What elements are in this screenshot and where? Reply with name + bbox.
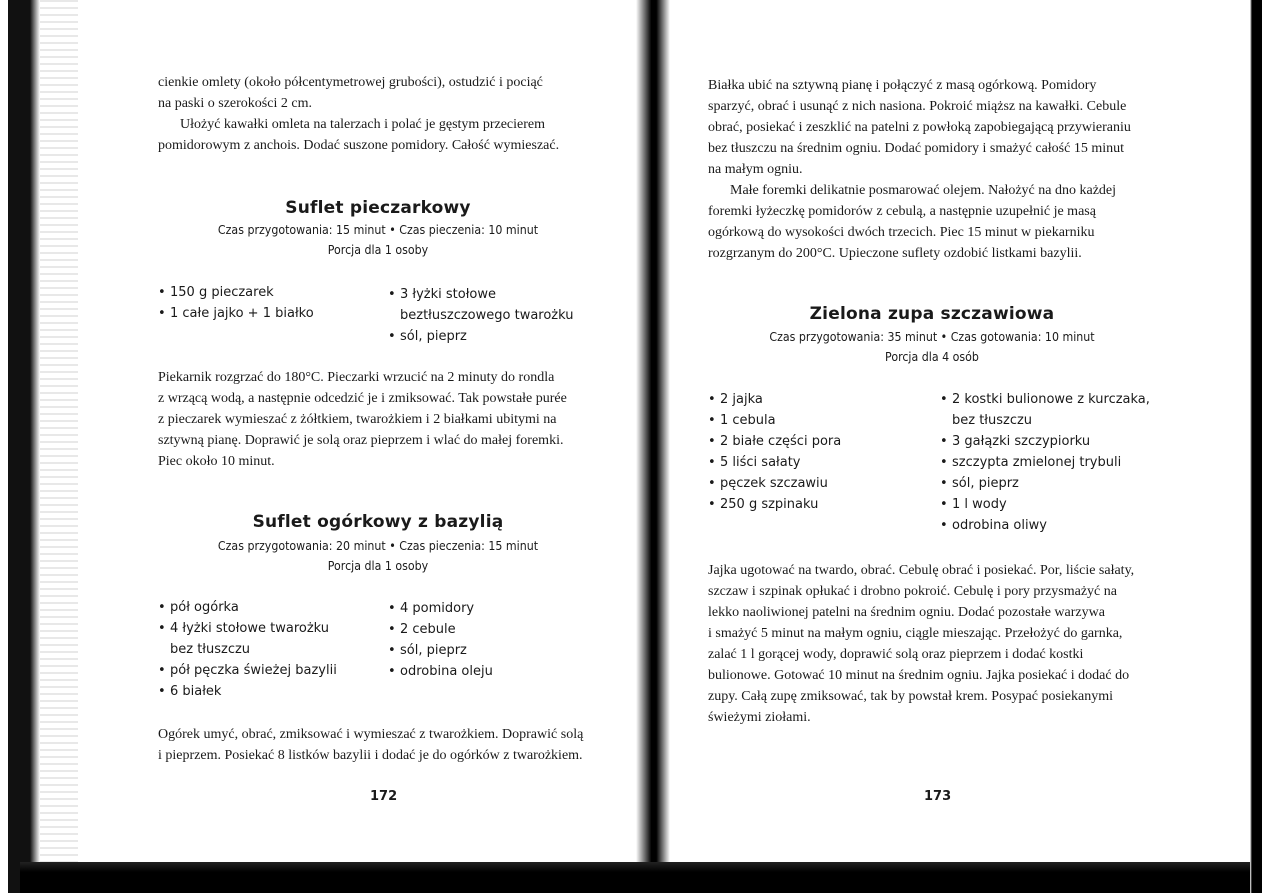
scan-edge-left — [0, 0, 40, 893]
recipe-meta-servings: Porcja dla 4 osób — [885, 350, 979, 364]
ingredients-list — [388, 598, 493, 682]
ingredient-item: • szczypta zmielonej trybuli — [940, 455, 1122, 470]
ingredient-item: • 6 białek — [158, 684, 222, 699]
ingredient-item: • 150 g pieczarek — [158, 285, 274, 300]
ingredients-list — [388, 284, 574, 347]
text-line: sztywną pianę. Doprawić je solą oraz pieprzem i wlać do małej foremki. — [158, 433, 564, 448]
recipe-method — [708, 560, 1156, 728]
ingredient-item: beztłuszczowego twarożku — [400, 308, 574, 323]
ingredient-item: • 2 jajka — [708, 392, 763, 407]
ingredient-item: • 4 łyżki stołowe twarożku — [158, 621, 330, 636]
ingredient-item: • sól, pieprz — [388, 643, 467, 658]
page-number: 173 — [924, 789, 952, 804]
recipe-method — [158, 724, 598, 766]
text-line: rozgrzanym do 200°C. Upieczone suflety ozdobić listkami bazylii. — [708, 246, 1082, 261]
ingredient-item: bez tłuszczu — [170, 642, 251, 657]
ingredient-item: • pół pęczka świeżej bazylii — [158, 663, 337, 678]
text-line: świeżymi ziołami. — [708, 710, 811, 725]
text-line: bulionowe. Gotować 10 minut na średnim ogniu. Jajka posiekać i dodać do — [708, 668, 1130, 683]
ingredients-list — [940, 389, 1150, 536]
ingredient-item: • 1 całe jajko + 1 białko — [158, 306, 314, 321]
ingredient-item: • sól, pieprz — [388, 329, 467, 344]
ingredients-list — [158, 282, 314, 324]
ingredient-item: • 250 g szpinaku — [708, 497, 819, 512]
scan-edge-bottom — [20, 862, 1250, 893]
scan-edge-right — [1246, 0, 1262, 893]
recipe-meta-time: Czas przygotowania: 15 minut • Czas pieczenia: 10 minut — [217, 223, 539, 237]
ingredient-item: • pęczek szczawiu — [708, 476, 828, 491]
text-line: Ogórek umyć, obrać, zmiksować i wymieszać z twarożkiem. Doprawić solą — [158, 727, 584, 742]
ingredient-item: • 2 białe części pora — [708, 434, 842, 449]
text-line: na paski o szerokości 2 cm. — [158, 96, 312, 111]
ingredient-item: • 5 liści sałaty — [708, 455, 801, 470]
recipe-meta-time: Czas przygotowania: 20 minut • Czas pieczenia: 15 minut — [217, 539, 539, 553]
ingredients-list — [708, 389, 841, 515]
text-line: pomidorowym z anchois. Dodać suszone pomidory. Całość wymieszać. — [158, 138, 560, 153]
recipe-method — [158, 367, 598, 472]
ingredient-item: • pół ogórka — [158, 600, 239, 615]
text-line: obrać, posiekać i zeszklić na patelni z powłoką zapobiegającą przywieraniu — [708, 120, 1131, 135]
text-line: Piekarnik rozgrzać do 180°C. Pieczarki wrzucić na 2 minuty do rondla — [158, 370, 555, 385]
text-line: i smażyć 5 minut na małym ogniu, ciągle mieszając. Przełożyć do garnka, — [708, 626, 1123, 641]
intro-text — [158, 72, 598, 156]
text-line: Jajka ugotować na twardo, obrać. Cebulę obrać i posiekać. Por, liście sałaty, — [708, 563, 1135, 578]
text-line: Ułożyć kawałki omleta na talerzach i polać je gęstym przecierem — [180, 117, 545, 132]
recipe-title: Zielona zupa szczawiowa — [809, 304, 1055, 324]
text-line: Małe foremki delikatnie posmarować olejem. Nałożyć na dno każdej — [730, 183, 1117, 198]
scan-edge-texture — [40, 0, 78, 893]
recipe-meta-servings: Porcja dla 1 osoby — [327, 559, 429, 573]
text-line: lekko naoliwionej patelni na średnim ogniu. Dodać pozostałe warzywa — [708, 605, 1105, 620]
ingredient-item: • 1 cebula — [708, 413, 776, 428]
ingredient-item: • 2 cebule — [388, 622, 456, 637]
ingredient-item: • 3 gałązki szczypiorku — [940, 434, 1091, 449]
text-line: zalać 1 l gorącej wody, doprawić solą oraz pieprzem i dodać kostki — [708, 647, 1084, 662]
ingredients-list — [158, 597, 337, 702]
text-line: Piec około 10 minut. — [158, 454, 275, 469]
page-number: 172 — [370, 789, 398, 804]
ingredient-item: • 1 l wody — [940, 497, 1007, 512]
ingredient-item: • odrobina oleju — [388, 664, 493, 679]
text-line: bez tłuszczu na średnim ogniu. Dodać pomidory i smażyć całość 15 minut — [708, 141, 1125, 156]
ingredient-item: • 3 łyżki stołowe — [388, 287, 496, 302]
recipe-title: Suflet pieczarkowy — [285, 198, 471, 218]
recipe-meta-servings: Porcja dla 1 osoby — [327, 243, 429, 257]
text-line: z pieczarek wymieszać z żółtkiem, twarożkiem i 2 białkami ubitymi na — [158, 412, 557, 427]
ingredient-item: • 4 pomidory — [388, 601, 475, 616]
text-line: Białka ubić na sztywną pianę i połączyć z masą ogórkową. Pomidory — [708, 78, 1097, 93]
ingredient-item: • odrobina oliwy — [940, 518, 1047, 533]
text-line: z wrzącą wodą, a następnie odcedzić je i zmiksować. Tak powstałe purée — [158, 391, 567, 406]
recipe-meta-time: Czas przygotowania: 35 minut • Czas gotowania: 10 minut — [769, 330, 1095, 344]
text-line: sparzyć, obrać i usunąć z nich nasiona. Pokroić miąższ na kawałki. Cebule — [708, 99, 1127, 114]
book-gutter-shadow — [636, 0, 670, 893]
recipe-title: Suflet ogórkowy z bazylią — [252, 512, 504, 532]
text-line: foremki łyżeczkę pomidorów z cebulą, a następnie uzupełnić je masą — [708, 204, 1096, 219]
intro-text — [708, 75, 1156, 264]
ingredient-item: bez tłuszczu — [952, 413, 1033, 428]
text-line: ogórkową do wysokości dwóch trzecich. Piec 15 minut w piekarniku — [708, 225, 1095, 240]
ingredient-item: • sól, pieprz — [940, 476, 1019, 491]
text-line: cienkie omlety (około półcentymetrowej grubości), ostudzić i pociąć — [158, 75, 543, 90]
text-line: na małym ogniu. — [708, 162, 803, 177]
ingredient-item: • 2 kostki bulionowe z kurczaka, — [940, 392, 1150, 407]
text-line: i pieprzem. Posiekać 8 listków bazylii i dodać je do ogórków z twarożkiem. — [158, 748, 583, 763]
text-line: szczaw i szpinak opłukać i drobno pokroić. Cebulę i pory przysmażyć na — [708, 584, 1117, 599]
text-line: zupy. Całą zupę zmiksować, tak by powstał krem. Posypać posiekanymi — [708, 689, 1113, 704]
